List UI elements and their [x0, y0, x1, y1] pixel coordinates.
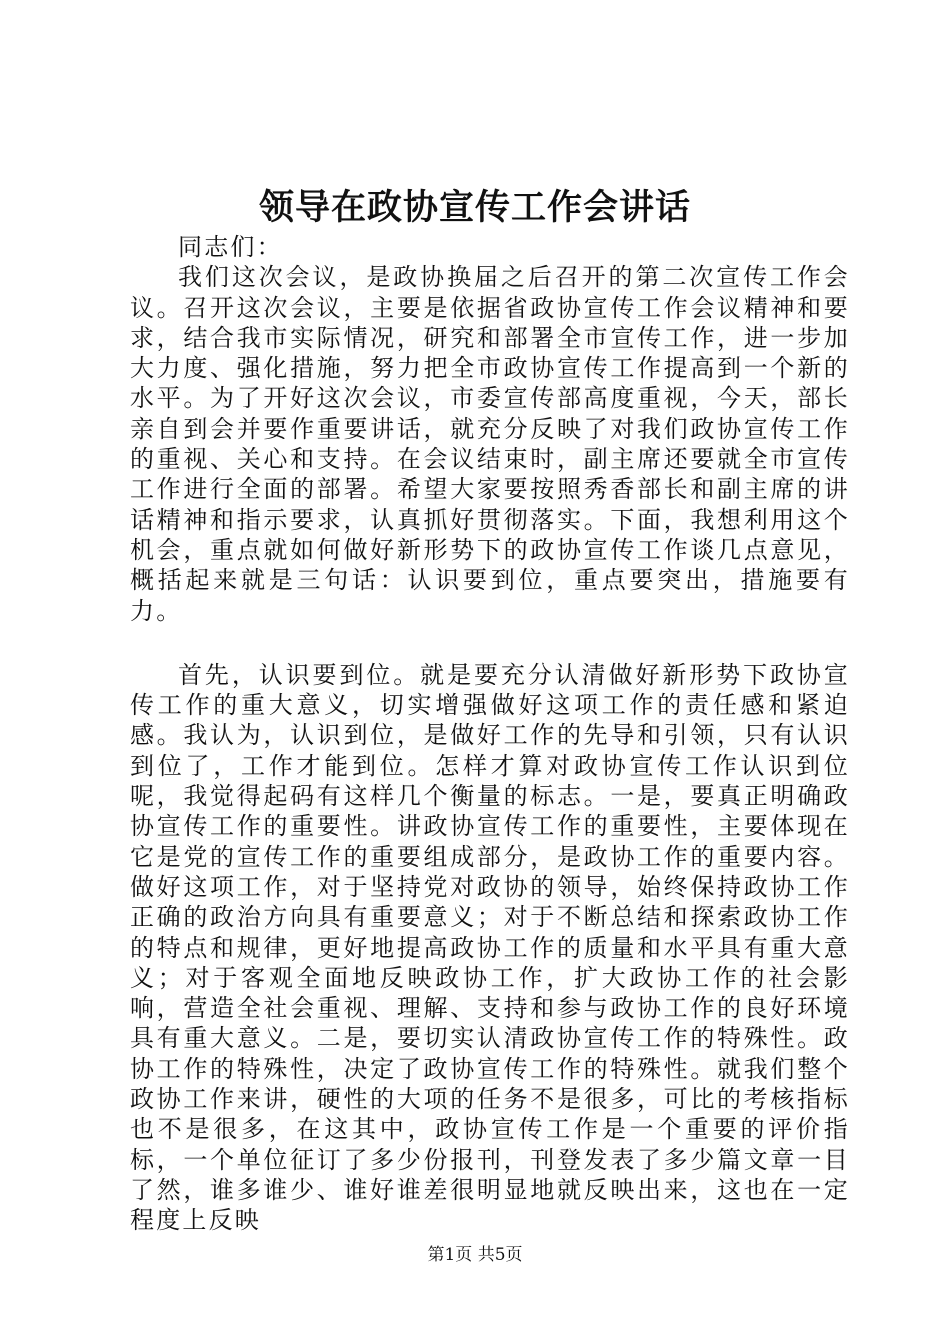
document-title: 领导在政协宣传工作会讲话	[258, 187, 691, 228]
paragraph-spacer	[130, 626, 850, 660]
salutation: 同志们：	[178, 233, 283, 261]
paragraph-first-point: 首先，认识要到位。就是要充分认清做好新形势下政协宣传工作的重大意义，切实增强做好这项工作的责任感和紧迫感。我认为，认识到位，是做好工作的先导和引领，只有认识到位了，工作才能到位。怎样才算对政协宣传工作认识到位呢，我觉得起码有这样几个衡量的标志。一是，要真正明确政协宣传工作的重要性。讲政协宣传工作的重要性，主要体现在它是党的宣传工作的重要组成部分，是政协工作的重要内容。做好这项工作，对于坚持党对政协的领导，始终保持政协工作正确的政治方向具有重要意义；对于不断总结和探索政协工作的特点和规律，更好地提高政协工作的质量和水平具有重大意义；对于客观全面地反映政协工作，扩大政协工作的社会影响，营造全社会重视、理解、支持和参与政协工作的良好环境具有重大意义。二是，要切实认清政协宣传工作的特殊性。政协工作的特殊性，决定了政协宣传工作的特殊性。就我们整个政协工作来讲，硬性的大项的任务不是很多，可比的考核指标也不是很多，在这其中，政协宣传工作是一个重要的评价指标，一个单位征订了多少份报刊，刊登发表了多少篇文章一目了然，谁多谁少、谁好谁差很明显地就反映出来，这也在一定程度上反映	[130, 660, 850, 1235]
page-footer: 第1页 共5页	[427, 1245, 523, 1265]
document-body	[130, 232, 850, 1236]
paragraph-intro: 我们这次会议，是政协换届之后召开的第二次宣传工作会议。召开这次会议，主要是依据省政协宣传工作会议精神和要求，结合我市实际情况，研究和部署全市宣传工作，进一步加大力度、强化措施，努力把全市政协宣传工作提高到一个新的水平。为了开好这次会议，市委宣传部高度重视，今天，部长亲自到会并要作重要讲话，就充分反映了对我们政协宣传工作的重视、关心和支持。在会议结束时，副主席还要就全市宣传工作进行全面的部署。希望大家要按照秀香部长和副主席的讲话精神和指示要求，认真抓好贯彻落实。下面，我想利用这个机会，重点就如何做好新形势下的政协宣传工作谈几点意见，概括起来就是三句话：认识要到位，重点要突出，措施要有力。	[130, 263, 850, 625]
